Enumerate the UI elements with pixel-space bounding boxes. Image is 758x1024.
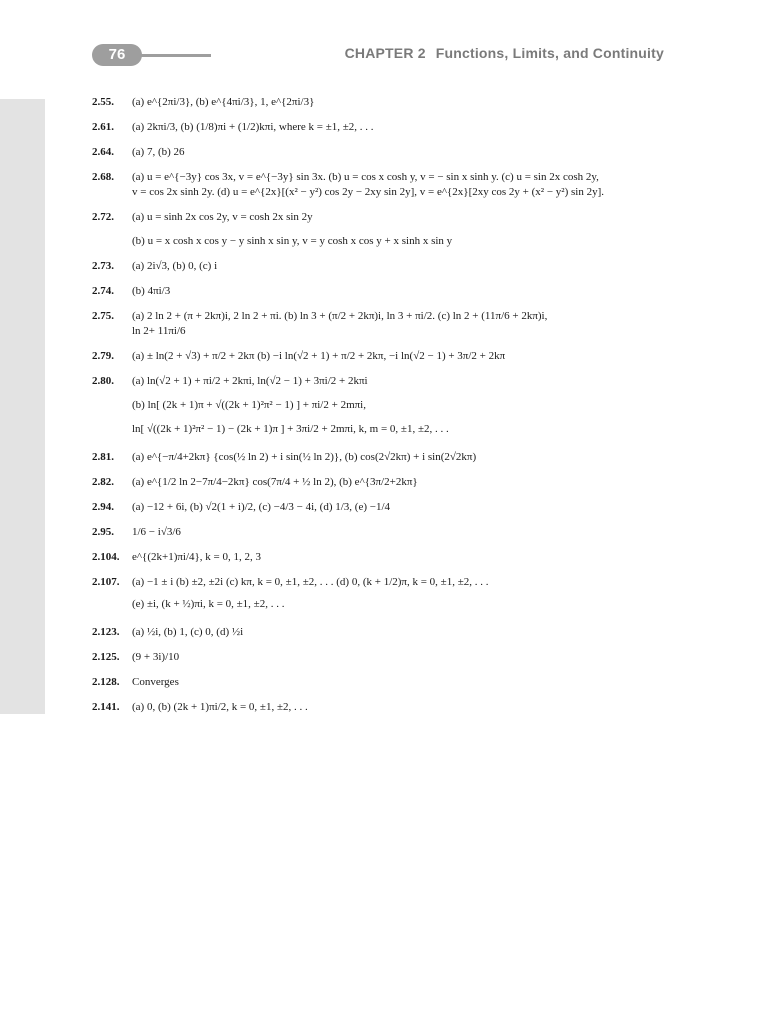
entry-number: 2.72. [92, 211, 114, 223]
chapter-title: Functions, Limits, and Continuity [435, 45, 664, 61]
entry-line: v = cos 2x sinh 2y. (d) u = e^{2x}[(x² − y²) cos 2y − 2xy sin 2y], v = e^{2x}[2xy cos 2y + (x² − y²) sin 2y]. [132, 186, 604, 198]
answer-entry [92, 284, 682, 298]
answers-list [92, 95, 682, 725]
entry-line: (a) u = sinh 2x cos 2y, v = cosh 2x sin 2y [132, 211, 313, 223]
entry-line: (a) −1 ± i (b) ±2, ±2i (c) kπ, k = 0, ±1, ±2, . . . (d) 0, (k + 1/2)π, k = 0, ±1, ±2, . . . [132, 576, 489, 588]
entry-number: 2.123. [92, 626, 120, 638]
answer-entry [92, 95, 682, 109]
entry-line: (a) ln(√2 + 1) + πi/2 + 2kπi, ln(√2 − 1) + 3πi/2 + 2kπi [132, 375, 368, 387]
chapter-label: CHAPTER 2 [344, 45, 426, 61]
answer-entry [92, 550, 682, 564]
entry-number: 2.68. [92, 171, 114, 183]
entry-line: 1/6 − i√3/6 [132, 526, 181, 538]
answer-entry [92, 170, 682, 199]
entry-line: (e) ±i, (k + ½)πi, k = 0, ±1, ±2, . . . [132, 598, 285, 610]
header-rule [139, 54, 211, 57]
entry-number: 2.141. [92, 701, 120, 713]
entry-number: 2.75. [92, 310, 114, 322]
entry-line: (a) ± ln(2 + √3) + π/2 + 2kπ (b) −i ln(√2 + 1) + π/2 + 2kπ, −i ln(√2 − 1) + 3π/2 + 2kπ [132, 350, 506, 362]
page-number: 76 [92, 44, 142, 66]
entry-number: 2.81. [92, 451, 114, 463]
entry-line: (a) e^{1/2 ln 2−7π/4−2kπ} cos(7π/4 + ½ ln 2), (b) e^{3π/2+2kπ} [132, 476, 418, 488]
answer-entry [92, 575, 682, 611]
entry-number: 2.74. [92, 285, 114, 297]
entry-number: 2.95. [92, 526, 114, 538]
entry-number: 2.79. [92, 350, 114, 362]
entry-line: e^{(2k+1)πi/4}, k = 0, 1, 2, 3 [132, 551, 262, 563]
entry-line: (a) e^{2πi/3}, (b) e^{4πi/3}, 1, e^{2πi/3} [132, 96, 315, 108]
answer-entry [92, 259, 682, 273]
answer-entry [92, 650, 682, 664]
entry-number: 2.104. [92, 551, 120, 563]
entry-line: (a) e^{−π/4+2kπ} {cos(½ ln 2) + i sin(½ ln 2)}, (b) cos(2√2kπ) + i sin(2√2kπ) [132, 451, 477, 463]
answer-entry [92, 349, 682, 363]
entry-line: Converges [132, 676, 179, 688]
answer-entry [92, 625, 682, 639]
entry-line: (a) 2 ln 2 + (π + 2kπ)i, 2 ln 2 + πi. (b) ln 3 + (π/2 + 2kπ)i, ln 3 + πi/2. (c) ln 2 + (11π/6 + 2kπ)i, [132, 310, 548, 322]
answer-entry [92, 374, 682, 436]
entry-line: (b) ln[ (2k + 1)π + √((2k + 1)²π² − 1) ] + πi/2 + 2mπi, [132, 399, 366, 411]
entry-line: ln[ √((2k + 1)²π² − 1) − (2k + 1)π ] + 3πi/2 + 2mπi, k, m = 0, ±1, ±2, . . . [132, 423, 449, 435]
entry-number: 2.128. [92, 676, 120, 688]
answer-entry [92, 210, 682, 248]
entry-line: (9 + 3i)/10 [132, 651, 180, 663]
answer-entry [92, 675, 682, 689]
answer-entry [92, 450, 682, 464]
entry-number: 2.61. [92, 121, 114, 133]
entry-number: 2.82. [92, 476, 114, 488]
entry-number: 2.125. [92, 651, 120, 663]
entry-line: (a) 2kπi/3, (b) (1/8)πi + (1/2)kπi, where k = ±1, ±2, . . . [132, 121, 374, 133]
side-margin-bar [0, 99, 45, 714]
entry-number: 2.80. [92, 375, 114, 387]
answer-entry [92, 700, 682, 714]
entry-line: (b) u = x cosh x cos y − y sinh x sin y, v = y cosh x cos y + x sinh x sin y [132, 235, 453, 247]
entry-line: ln 2+ 11πi/6 [132, 325, 186, 337]
entry-number: 2.107. [92, 576, 120, 588]
answer-entry [92, 145, 682, 159]
entry-line: (a) 7, (b) 26 [132, 146, 185, 158]
entry-line: (a) 0, (b) (2k + 1)πi/2, k = 0, ±1, ±2, . . . [132, 701, 308, 713]
entry-line: (a) u = e^{−3y} cos 3x, v = e^{−3y} sin 3x. (b) u = cos x cosh y, v = − sin x sinh y. (c) u = sin 2x cosh 2y, [132, 171, 599, 183]
entry-number: 2.55. [92, 96, 114, 108]
answer-entry [92, 120, 682, 134]
entry-number: 2.73. [92, 260, 114, 272]
entry-line: (b) 4πi/3 [132, 285, 171, 297]
answer-entry [92, 525, 682, 539]
entry-line: (a) ½i, (b) 1, (c) 0, (d) ½i [132, 626, 244, 638]
entry-line: (a) −12 + 6i, (b) √2(1 + i)/2, (c) −4/3 − 4i, (d) 1/3, (e) −1/4 [132, 501, 391, 513]
answer-entry [92, 309, 682, 338]
answer-entry [92, 500, 682, 514]
entry-number: 2.94. [92, 501, 114, 513]
answer-entry [92, 475, 682, 489]
entry-line: (a) 2i√3, (b) 0, (c) i [132, 260, 218, 272]
running-head [345, 45, 664, 61]
entry-number: 2.64. [92, 146, 114, 158]
